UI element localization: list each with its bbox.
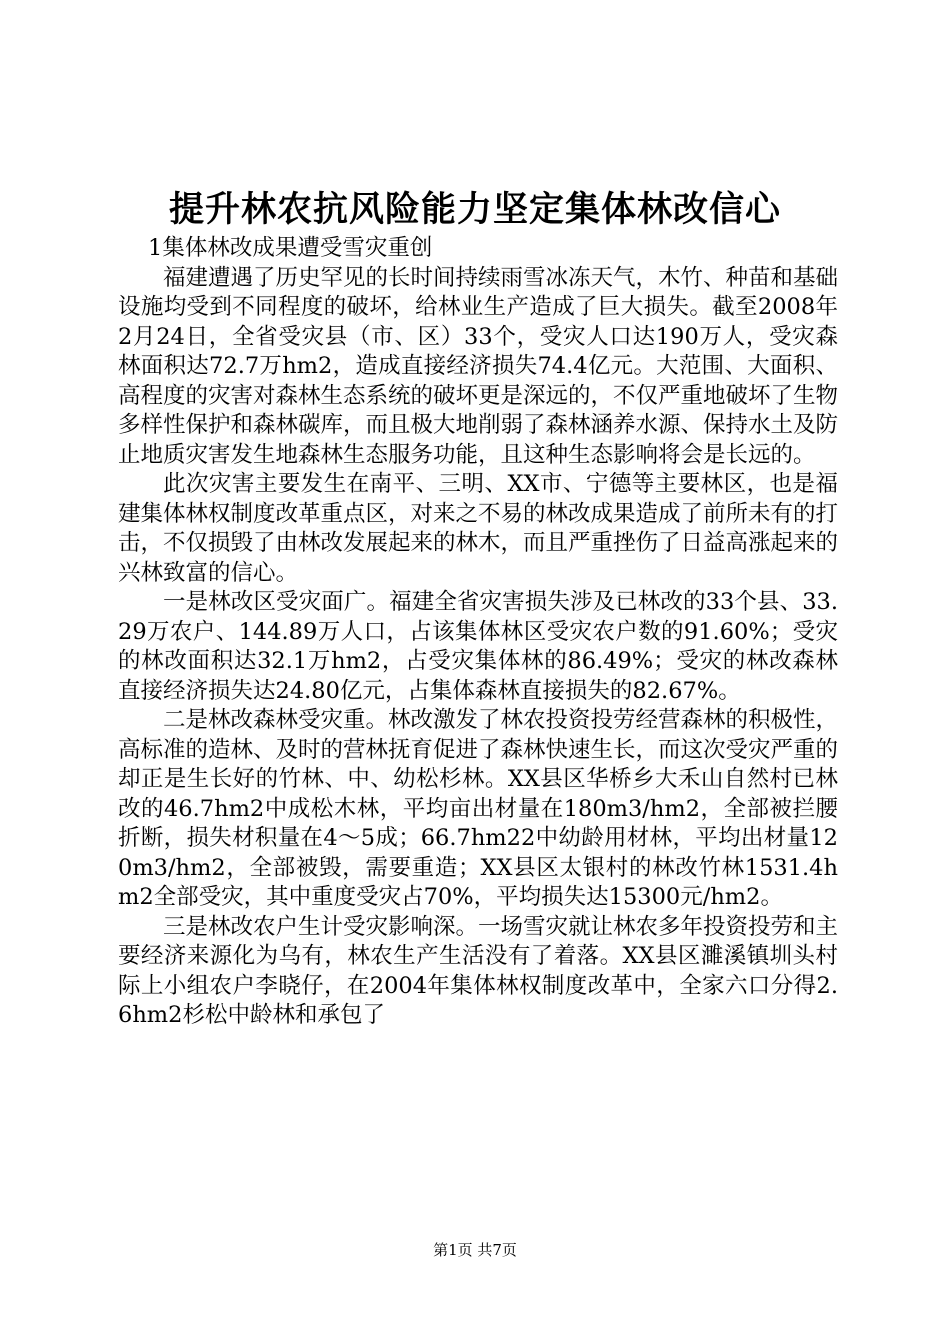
paragraph-5: 三是林改农户生计受灾影响深。一场雪灾就让林农多年投资投劳和主要经济来源化为乌有，林农生产生活没有了着落。XX县区濉溪镇圳头村际上小组农户李晓仔，在2004年集体林权制度改革中，全家六口分得2.6hm2杉松中龄林和承包了 xyxy=(118,913,839,1028)
page-indicator: 第1页 共7页 xyxy=(433,1241,517,1259)
paragraph-3: 一是林改区受灾面广。福建全省灾害损失涉及已林改的33个县、33.29万农户、144.89万人口，占该集体林区受灾农户数的91.60%；受灾的林改面积达32.1万hm2，占受灾集体林的86.49%；受灾的林改森林直接经济损失达24.80亿元，占集体森林直接损失的82.67%。 xyxy=(118,589,838,704)
paragraph-1: 福建遭遇了历史罕见的长时间持续雨雪冰冻天气，木竹、种苗和基础设施均受到不同程度的破坏，给林业生产造成了巨大损失。截至2008年2月24日，全省受灾县（市、区）33个，受灾人口达190万人，受灾森林面积达72.7万hm2，造成直接经济损失74.4亿元。大范围、大面积、高程度的灾害对森林生态系统的破坏更是深远的，不仅严重地破坏了生物多样性保护和森林碳库，而且极大地削弱了森林涵养水源、保持水土及防止地质灾害发生地森林生态服务功能，且这种生态影响将会是长远的。 xyxy=(118,264,839,468)
section-heading: 1集体林改成果遭受雪灾重创 xyxy=(148,235,433,261)
document-body xyxy=(118,234,838,1031)
paragraph-2: 此次灾害主要发生在南平、三明、XX市、宁德等主要林区，也是福建集体林权制度改革重点区，对来之不易的林改成果造成了前所未有的打击，不仅损毁了由林改发展起来的林木，而且严重挫伤了日益高涨起来的兴林致富的信心。 xyxy=(118,471,839,586)
paragraph-4: 二是林改森林受灾重。林改激发了林农投资投劳经营森林的积极性，高标准的造林、及时的营林抚育促进了森林快速生长，而这次受灾严重的却正是生长好的竹林、中、幼松杉林。XX县区华桥乡大禾山自然村已林改的46.7hm2中成松木林，平均亩出材量在180m3/hm2，全部被拦腰折断，损失材积量在4～5成；66.7hm22中幼龄用材林，平均出材量120m3/hm2，全部被毁，需要重造；XX县区太银村的林改竹林1531.4hm2全部受灾，其中重度受灾占70%，平均损失达15300元/hm2。 xyxy=(118,707,839,910)
page-footer xyxy=(0,1240,950,1260)
document-title: 提升林农抗风险能力坚定集体林改信心 xyxy=(168,190,781,230)
